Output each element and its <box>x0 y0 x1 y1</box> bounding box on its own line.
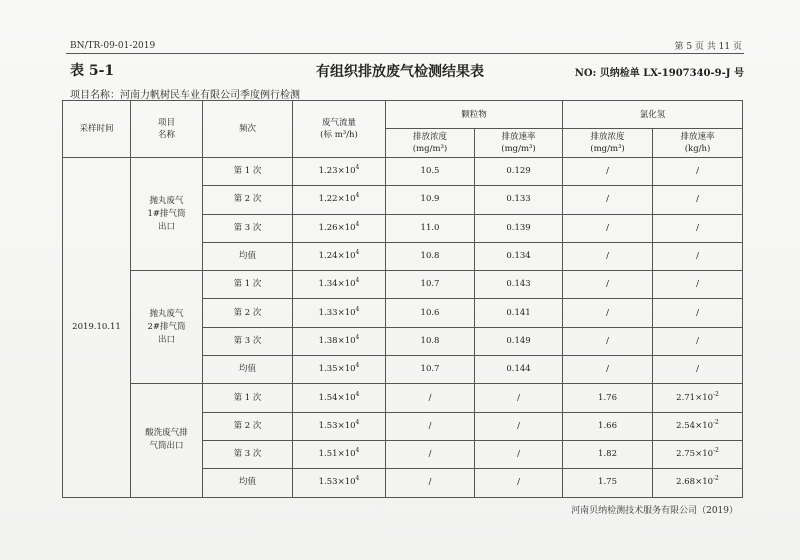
hcl-conc-cell: / <box>563 214 653 242</box>
particulate-rate-cell: 0.139 <box>475 214 563 242</box>
header-rule <box>66 53 744 54</box>
frequency-cell: 均值 <box>203 469 293 497</box>
hcl-rate-cell <box>653 242 743 270</box>
particulate-rate-cell: 0.143 <box>475 271 563 299</box>
particulate-conc-cell: 10.5 <box>386 158 475 186</box>
flow-cell-value: 1.53×10 <box>318 420 356 431</box>
hcl-rate-cell-value: / <box>696 279 699 290</box>
particulate-conc-cell: 10.7 <box>386 271 475 299</box>
flow-cell-exponent: 4 <box>355 164 360 172</box>
hcl-rate-cell <box>653 412 743 440</box>
hcl-conc-cell: 1.76 <box>563 384 653 412</box>
hcl-rate-cell-value: / <box>696 364 699 375</box>
flow-cell <box>293 158 386 186</box>
flow-cell <box>293 327 386 355</box>
col-particulate-conc: 排放浓度 (mg/m³) <box>386 129 475 158</box>
hcl-conc-cell: / <box>563 356 653 384</box>
frequency-cell: 第 3 次 <box>203 214 293 242</box>
flow-cell-exponent: 4 <box>355 192 360 200</box>
table-id: 表 5-1 <box>70 63 115 79</box>
frequency-cell: 第 2 次 <box>203 186 293 214</box>
particulate-conc-cell: / <box>386 412 475 440</box>
table-row <box>63 271 743 299</box>
results-table <box>62 100 743 498</box>
particulate-rate-cell: 0.129 <box>475 158 563 186</box>
hcl-rate-cell-value: / <box>696 335 699 346</box>
flow-cell <box>293 356 386 384</box>
particulate-rate-cell: 0.141 <box>475 299 563 327</box>
item-name-cell: 酸洗废气排气筒出口 <box>131 384 203 497</box>
frequency-cell: 第 1 次 <box>203 384 293 412</box>
flow-cell <box>293 469 386 497</box>
hcl-rate-cell-value: / <box>696 194 699 205</box>
hcl-rate-cell <box>653 469 743 497</box>
particulate-rate-cell: 0.134 <box>475 242 563 270</box>
col-sample-time: 采样时间 <box>63 101 131 158</box>
frequency-cell: 第 3 次 <box>203 327 293 355</box>
flow-cell-value: 1.26×10 <box>318 222 356 233</box>
col-hcl-rate: 排放速率 (kg/h) <box>653 129 743 158</box>
flow-cell <box>293 440 386 468</box>
hcl-conc-cell: / <box>563 327 653 355</box>
hcl-rate-cell <box>653 440 743 468</box>
flow-cell-exponent: 4 <box>355 220 360 228</box>
item-name-cell: 抛丸废气 1#排气筒出口 <box>131 158 203 271</box>
footer-company: 河南贝纳检测技术服务有限公司（2019） <box>571 506 738 516</box>
flow-cell <box>293 271 386 299</box>
flow-cell-value: 1.38×10 <box>318 335 356 346</box>
hcl-rate-cell <box>653 356 743 384</box>
particulate-rate-cell: / <box>475 440 563 468</box>
particulate-rate-cell: 0.133 <box>475 186 563 214</box>
flow-cell <box>293 412 386 440</box>
flow-cell <box>293 384 386 412</box>
table-row <box>63 158 743 186</box>
col-frequency: 频次 <box>203 101 293 158</box>
flow-cell-exponent: 4 <box>355 418 360 426</box>
particulate-conc-cell: 10.8 <box>386 242 475 270</box>
hcl-rate-cell-value: / <box>696 251 699 262</box>
col-flow: 废气流量 (标 m³/h) <box>293 101 386 158</box>
flow-cell <box>293 214 386 242</box>
flow-cell-value: 1.23×10 <box>318 166 356 177</box>
hcl-rate-cell-exponent: -2 <box>713 418 719 426</box>
flow-cell-value: 1.53×10 <box>318 477 356 488</box>
frequency-cell: 第 2 次 <box>203 299 293 327</box>
hcl-rate-cell <box>653 158 743 186</box>
col-particulate: 颗粒物 <box>386 101 563 129</box>
hcl-conc-cell: 1.82 <box>563 440 653 468</box>
flow-cell <box>293 242 386 270</box>
col-hcl: 氯化氢 <box>563 101 743 129</box>
hcl-rate-cell <box>653 186 743 214</box>
particulate-conc-cell: 10.8 <box>386 327 475 355</box>
hcl-rate-cell-value: / <box>696 222 699 233</box>
hcl-rate-cell <box>653 271 743 299</box>
hcl-rate-cell-value: / <box>696 307 699 318</box>
hcl-conc-cell: / <box>563 158 653 186</box>
table-title: 有组织排放废气检测结果表 <box>316 64 484 80</box>
col-hcl-conc: 排放浓度 (mg/m³) <box>563 129 653 158</box>
frequency-cell: 第 1 次 <box>203 271 293 299</box>
hcl-rate-cell-value: / <box>696 166 699 177</box>
flow-cell <box>293 299 386 327</box>
flow-cell-exponent: 4 <box>355 362 360 370</box>
hcl-conc-cell: / <box>563 186 653 214</box>
frequency-cell: 均值 <box>203 356 293 384</box>
hcl-rate-cell <box>653 384 743 412</box>
particulate-rate-cell: / <box>475 412 563 440</box>
flow-cell-value: 1.33×10 <box>318 307 356 318</box>
flow-cell-exponent: 4 <box>355 249 360 257</box>
hcl-rate-cell-value: 2.71×10 <box>676 392 714 403</box>
particulate-conc-cell: 10.9 <box>386 186 475 214</box>
table-row <box>63 384 743 412</box>
hcl-rate-cell-value: 2.75×10 <box>676 449 714 460</box>
hcl-conc-cell: / <box>563 299 653 327</box>
report-number: NO: 贝纳检单 LX-1907340-9-J 号 <box>574 68 744 79</box>
particulate-conc-cell: 10.7 <box>386 356 475 384</box>
flow-cell-exponent: 4 <box>355 277 360 285</box>
particulate-conc-cell: / <box>386 440 475 468</box>
project-name: 项目名称：河南力帆树民车业有限公司季度例行检测 <box>70 90 300 101</box>
flow-cell-value: 1.51×10 <box>318 449 356 460</box>
frequency-cell: 均值 <box>203 242 293 270</box>
frequency-cell: 第 2 次 <box>203 412 293 440</box>
item-name-cell: 抛丸废气 2#排气筒出口 <box>131 271 203 384</box>
flow-cell-value: 1.34×10 <box>318 279 356 290</box>
hcl-rate-cell <box>653 299 743 327</box>
hcl-conc-cell: 1.75 <box>563 469 653 497</box>
flow-cell-exponent: 4 <box>355 305 360 313</box>
particulate-conc-cell: 10.6 <box>386 299 475 327</box>
particulate-conc-cell: / <box>386 384 475 412</box>
hcl-conc-cell: / <box>563 271 653 299</box>
hcl-rate-cell-value: 2.54×10 <box>676 420 714 431</box>
flow-cell-value: 1.24×10 <box>318 251 356 262</box>
hcl-conc-cell: 1.66 <box>563 412 653 440</box>
particulate-conc-cell: / <box>386 469 475 497</box>
flow-cell-exponent: 4 <box>355 447 360 455</box>
flow-cell-exponent: 4 <box>355 390 360 398</box>
flow-cell-exponent: 4 <box>355 334 360 342</box>
sample-date-cell: 2019.10.11 <box>63 158 131 498</box>
flow-cell-exponent: 4 <box>355 475 360 483</box>
hcl-rate-cell <box>653 214 743 242</box>
particulate-rate-cell: 0.144 <box>475 356 563 384</box>
hcl-conc-cell: / <box>563 242 653 270</box>
particulate-rate-cell: / <box>475 384 563 412</box>
hcl-rate-cell <box>653 327 743 355</box>
flow-cell-value: 1.35×10 <box>318 364 356 375</box>
flow-cell-value: 1.54×10 <box>318 392 356 403</box>
col-particulate-rate: 排放速率 (mg/m³) <box>475 129 563 158</box>
particulate-conc-cell: 11.0 <box>386 214 475 242</box>
frequency-cell: 第 1 次 <box>203 158 293 186</box>
frequency-cell: 第 3 次 <box>203 440 293 468</box>
col-item-name: 项目 名称 <box>131 101 203 158</box>
page-info: 第 5 页 共 11 页 <box>674 42 742 52</box>
flow-cell-value: 1.22×10 <box>318 194 356 205</box>
hcl-rate-cell-exponent: -2 <box>713 447 719 455</box>
particulate-rate-cell: / <box>475 469 563 497</box>
hcl-rate-cell-exponent: -2 <box>713 475 719 483</box>
doc-code: BN/TR-09-01-2019 <box>70 41 156 51</box>
flow-cell <box>293 186 386 214</box>
hcl-rate-cell-exponent: -2 <box>713 390 719 398</box>
particulate-rate-cell: 0.149 <box>475 327 563 355</box>
hcl-rate-cell-value: 2.68×10 <box>676 477 714 488</box>
